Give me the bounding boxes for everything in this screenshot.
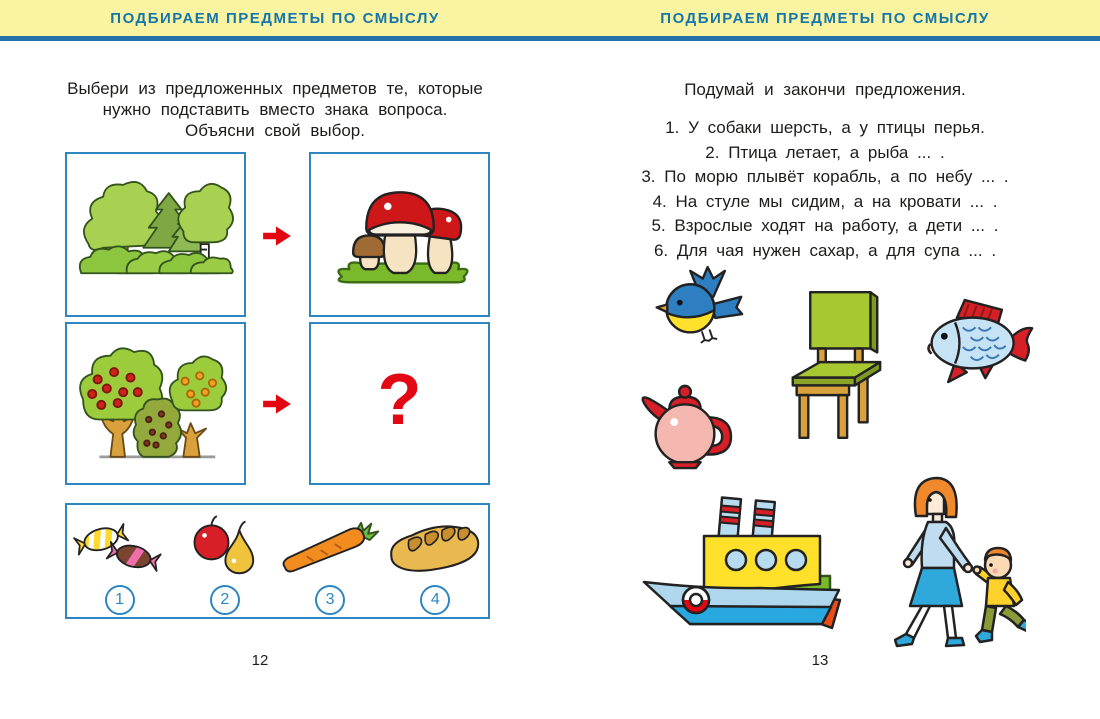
question-mark: ? bbox=[377, 359, 422, 440]
analogy-box-mushrooms bbox=[309, 152, 490, 317]
bread-art bbox=[387, 515, 483, 579]
sentence-4: 4. На стуле мы сидим, а на кровати ... . bbox=[652, 191, 998, 211]
option-number-2: 2 bbox=[210, 585, 240, 615]
right-page-header: ПОДБИРАЕМ ПРЕДМЕТЫ ПО СМЫСЛУ bbox=[660, 9, 990, 27]
instruction-line: нужно подставить вместо знака вопроса. bbox=[102, 100, 448, 119]
option-number-1: 1 bbox=[105, 585, 135, 615]
carrot-art bbox=[280, 515, 380, 579]
teapot-icon bbox=[634, 380, 734, 470]
page-number-right: 13 bbox=[811, 652, 829, 669]
right-page bbox=[550, 40, 1100, 719]
analogy-box-fruit-trees bbox=[65, 322, 246, 485]
instruction-line: Выбери из предложенных предметов те, которые bbox=[67, 79, 483, 98]
candies-art bbox=[72, 515, 168, 579]
forest-icon bbox=[74, 170, 238, 300]
apple-pear-icon bbox=[188, 513, 262, 581]
ship-icon bbox=[634, 492, 846, 632]
arrow-right-icon bbox=[261, 224, 293, 248]
fruit-trees-icon bbox=[74, 341, 238, 467]
bird-icon bbox=[650, 264, 746, 345]
arrow-right-icon bbox=[261, 392, 293, 416]
left-page-header: ПОДБИРАЕМ ПРЕДМЕТЫ ПО СМЫСЛУ bbox=[110, 9, 440, 27]
fish-icon bbox=[916, 296, 1038, 389]
chair-icon bbox=[785, 288, 885, 444]
option-number-3: 3 bbox=[315, 585, 345, 615]
header-band bbox=[0, 0, 1100, 41]
analogy-box-forest bbox=[65, 152, 246, 317]
option-number-4: 4 bbox=[420, 585, 450, 615]
sentence-1: 1. У собаки шерсть, а у птицы перья. bbox=[665, 118, 985, 137]
carrot-icon bbox=[280, 519, 380, 575]
candies-icon bbox=[72, 516, 168, 578]
option-carrot bbox=[278, 505, 383, 617]
left-page bbox=[0, 40, 550, 719]
sentence-6: 6. Для чая нужен сахар, а для супа ... . bbox=[653, 240, 997, 260]
left-instruction bbox=[20, 78, 530, 141]
right-instruction: Подумай и закончи предложения. bbox=[684, 80, 966, 99]
option-candies bbox=[67, 505, 172, 617]
sentence-5: 5. Взрослые ходят на работу, а дети ... . bbox=[651, 216, 999, 235]
analogy-box-question bbox=[309, 322, 490, 485]
option-bread-loaf bbox=[383, 505, 488, 617]
mushrooms-icon bbox=[325, 179, 475, 290]
sentence-3: 3. По морю плывёт корабль, а по небу ... . bbox=[641, 167, 1009, 186]
sentence-2: 2. Птица летает, а рыба ... . bbox=[705, 142, 945, 162]
instruction-line: Объясни свой выбор. bbox=[185, 121, 365, 140]
option-apple-and-pear bbox=[172, 505, 277, 617]
page-number-left: 12 bbox=[251, 652, 269, 669]
bread-loaf-icon bbox=[387, 517, 483, 577]
options-box bbox=[65, 503, 490, 619]
apple-pear-art bbox=[188, 515, 262, 579]
woman-with-child-icon bbox=[894, 470, 1026, 648]
sentence-list bbox=[550, 116, 1100, 263]
